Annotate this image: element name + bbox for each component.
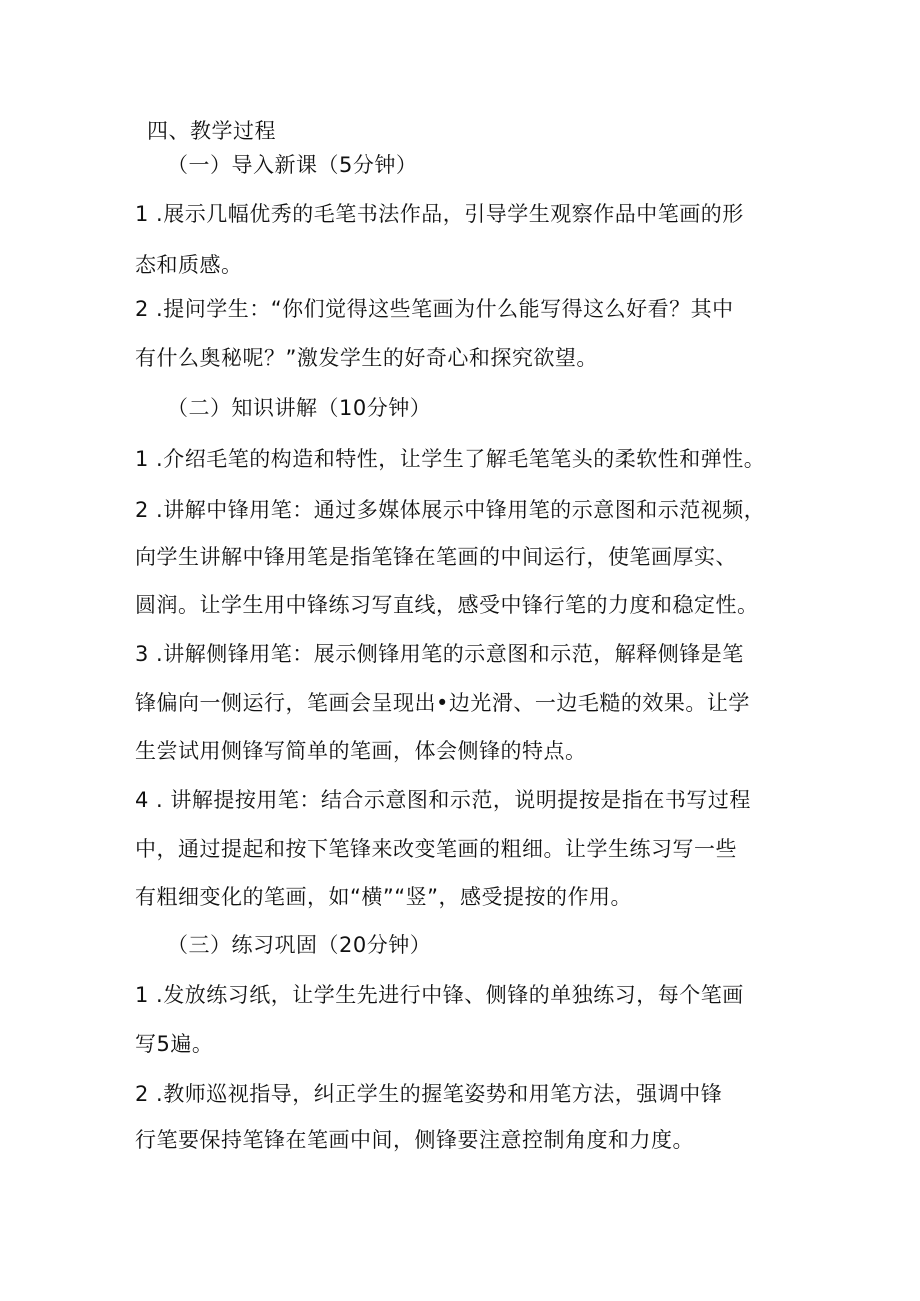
part-heading-3: （三）练习巩固（20分钟） <box>167 933 432 957</box>
paragraph-line: 2 .提问学生：“你们觉得这些笔画为什么能写得这么好看？其中 <box>135 297 734 321</box>
paragraph-line: 有什么奥秘呢？”激发学生的好奇心和探究欲望。 <box>135 346 598 370</box>
part-heading-2: （二）知识讲解（10分钟） <box>167 396 432 420</box>
paragraph-line: 有粗细变化的笔画，如“横”“竖”，感受提按的作用。 <box>135 885 633 909</box>
paragraph-line: 写5遍。 <box>135 1032 214 1056</box>
paragraph-line: 4 . 讲解提按用笔：结合示意图和示范，说明提按是指在书写过程 <box>135 788 751 812</box>
paragraph-line: 向学生讲解中锋用笔是指笔锋在笔画的中间运行，使笔画厚实、 <box>135 545 737 569</box>
section-title: 四、教学过程 <box>147 119 276 143</box>
paragraph-line: 2 .讲解中锋用笔：通过多媒体展示中锋用笔的示意图和示范视频， <box>135 498 766 522</box>
part-heading-1: （一）导入新课（5分钟） <box>167 153 418 177</box>
paragraph-line: 1 .发放练习纸，让学生先进行中锋、侧锋的单独练习，每个笔画 <box>135 983 744 1007</box>
paragraph-line: 3 .讲解侧锋用笔：展示侧锋用笔的示意图和示范，解释侧锋是笔 <box>135 642 744 666</box>
paragraph-line: 锋偏向一侧运行，笔画会呈现出•边光滑、一边毛糙的效果。让学 <box>135 691 750 715</box>
paragraph-line: 行笔要保持笔锋在笔画中间，侧锋要注意控制角度和力度。 <box>135 1128 694 1152</box>
paragraph-line: 2 .教师巡视指导，纠正学生的握笔姿势和用笔方法，强调中锋 <box>135 1082 723 1106</box>
paragraph-line: 生尝试用侧锋写简单的笔画，体会侧锋的特点。 <box>135 739 587 763</box>
paragraph-line: 态和质感。 <box>135 253 243 277</box>
paragraph-line: 圆润。让学生用中锋练习写直线，感受中锋行笔的力度和稳定性。 <box>135 593 759 617</box>
paragraph-line: 1 .展示几幅优秀的毛笔书法作品，引导学生观察作品中笔画的形 <box>135 202 744 226</box>
paragraph-line: 中，通过提起和按下笔锋来改变笔画的粗细。让学生练习写一些 <box>135 837 737 861</box>
paragraph-line: 1 .介绍毛笔的构造和特性，让学生了解毛笔笔头的柔软性和弹性。 <box>135 447 766 471</box>
